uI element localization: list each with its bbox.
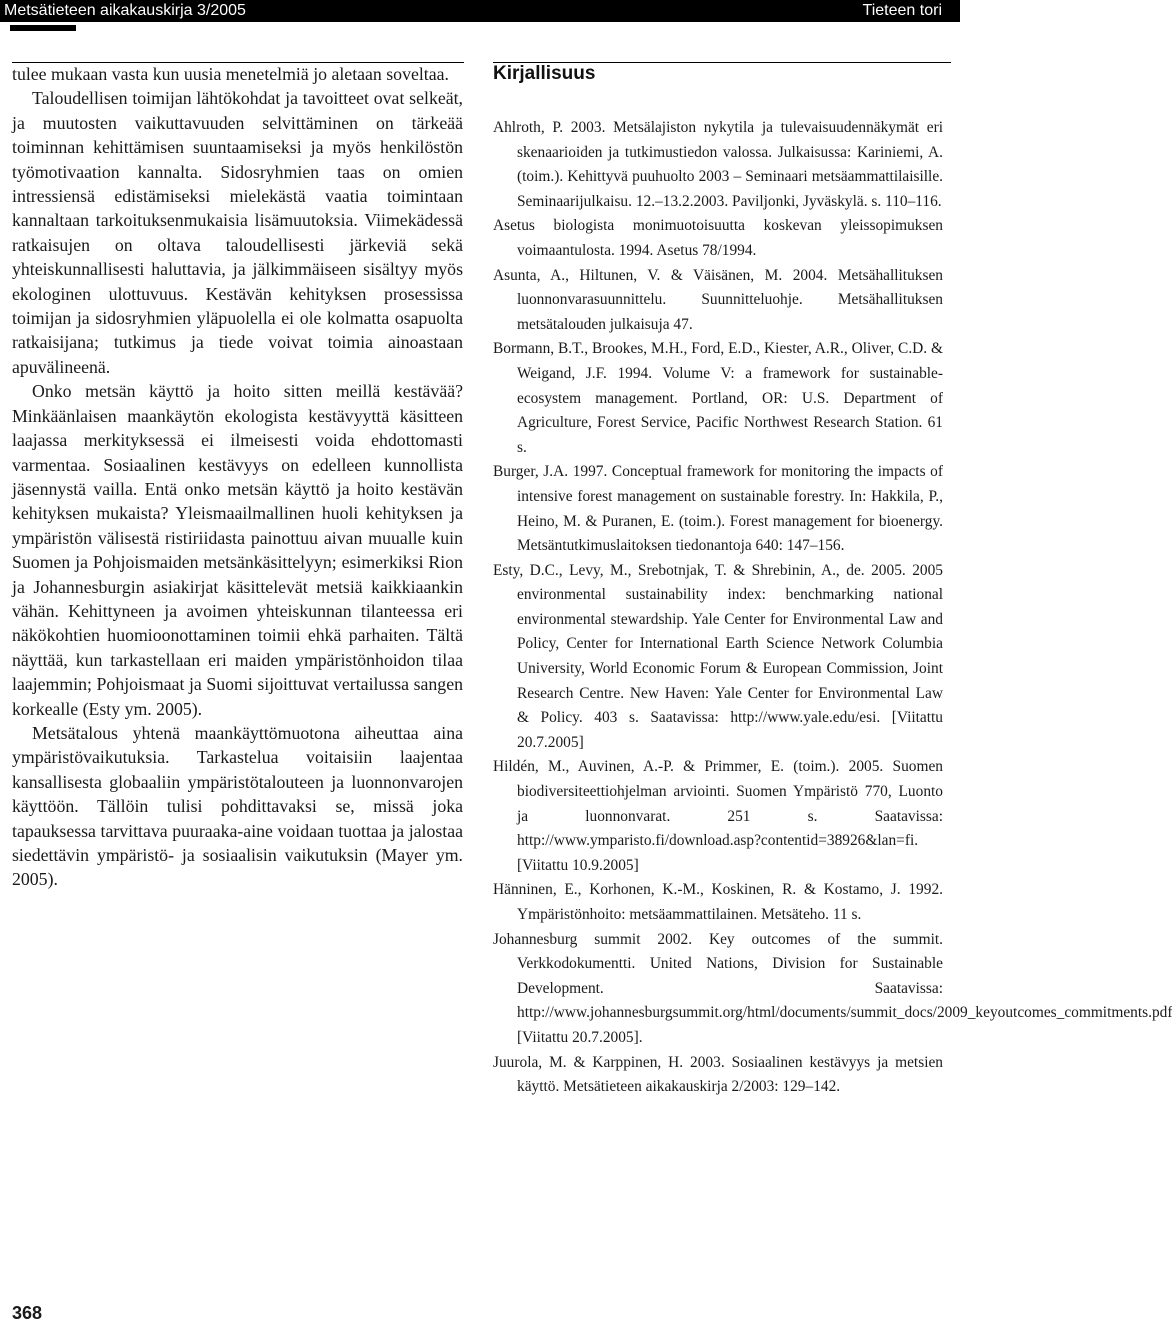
reference-item: Hänninen, E., Korhonen, K.-M., Koskinen, R. & Kostamo, J. 1992. Ympäristönhoito: metsäammattilainen. Metsäteho. 11 s. — [493, 881, 943, 923]
section-title: Tieteen tori — [862, 2, 942, 19]
reference-item: Burger, J.A. 1997. Conceptual framework for monitoring the impacts of intensive forest management on sustainable forestry. In: Hakkila, P., Heino, M. & Puranen, E. (toim.). Forest management for bioenergy. Metsäntutkimuslaitoksen tiedonantoja 640: 147–156. — [493, 463, 943, 555]
reference-list — [493, 116, 1172, 1100]
header-tab-mark — [10, 25, 76, 31]
body-paragraph: Metsätalous yhtenä maankäyttömuotona aiheuttaa aina ympäristövaikutuksia. Tarkastelua voitaisiin laajentaa kansallisesta globaaliin ympäristötalouteen ja luonnonvarojen käyttöön. Tällöin tulisi pohdittavaksi se, missä joka tapauksessa tarvittava puuraaka-aine voidaan tuottaa ja jalostaa siedettävin ympäristö- ja sosiaalisin vaikutuksin (Mayer ym. 2005). — [12, 722, 463, 890]
body-text-column — [12, 62, 463, 892]
reference-item: Hildén, M., Auvinen, A.-P. & Primmer, E. (toim.). 2005. Suomen biodiversiteettiohjelman arviointi. Suomen Ympäristö 770, Luonto ja luonnonvarat. 251 s. Saatavissa: http://www.ymparisto.fi/download.asp?contentid=38926&lan=fi. [Viitattu 10.9.2005] — [493, 758, 943, 874]
reference-item: Asunta, A., Hiltunen, V. & Väisänen, M. 2004. Metsähallituksen luonnonvarasuunnittelu. Suunnitteluohje. Metsähallituksen metsätalouden julkaisuja 47. — [493, 266, 943, 333]
reference-item: Esty, D.C., Levy, M., Srebotnjak, T. & Shrebinin, A., de. 2005. 2005 environmental sustainability index: benchmarking national environmental stewardship. Yale Center for Environmental Law and Policy, Center for International Earth Science Network Columbia University, World Economic Forum & European Commission, Joint Research Centre. New Haven: Yale Center for Environmental Law & Policy. 403 s. Saatavissa: http://www.yale.edu/esi. [Viitattu 20.7.2005] — [493, 561, 943, 751]
reference-item: Juurola, M. & Karppinen, H. 2003. Sosiaalinen kestävyys ja metsien käyttö. Metsätieteen aikakauskirja 2/2003: 129–142. — [493, 1053, 943, 1096]
reference-item: Johannesburg summit 2002. Key outcomes of the summit. Verkkodokumentti. United Nations, Division for Sustainable Development. Saatavissa: http://www.johannesburgsummit.org/html/documents/summit_docs/2009_keyoutcomes_commitments.pdf [Viitattu 20.7.2005]. — [493, 930, 1172, 1046]
reference-item: Bormann, B.T., Brookes, M.H., Ford, E.D., Kiester, A.R., Oliver, C.D. & Weigand, J.F. 1994. Volume V: a framework for sustainable-ecosystem management. Portland, OR: U.S. Department of Agriculture, Forest Service, Pacific Northwest Research Station. 61 s. — [493, 340, 943, 456]
reference-item: Asetus biologista monimuotoisuutta koskevan yleissopimuksen voimaantulosta. 1994. Asetus 78/1994. — [493, 217, 943, 259]
body-paragraph: tulee mukaan vasta kun uusia menetelmiä jo aletaan soveltaa. — [12, 64, 449, 84]
journal-title: Metsätieteen aikakauskirja 3/2005 — [4, 2, 246, 19]
body-paragraph: Onko metsän käyttö ja hoito sitten meillä kestävää? Minkäänlaisen maankäytön ekologista kestävyyttä käsitteen laajassa merkityksessä ei ilmeisesti voida ehdottomasti varmentaa. Sosiaalinen kestävyys on edelleen kunnollista jäsennystä vailla. Entä onko metsän käyttö ja hoito kestävän kehityksen mukaista? Yleismaailmallinen huoli kehityksen ja ympäristön välisestä ristiriidasta painottuu aivan muualle kuin Suomen ja Pohjoismaiden metsänkäsittelyyn; esimerkiksi Rion ja Johannesburgin asiakirjat käsittelevät metsiä kaikkiaankin vähän. Kehittyneen ja avoimen yhteiskunnan tilanteessa eri näkökohtien huomioonottaminen toimii ehkä parhaiten. Tältä näyttää, kun tarkastellaan eri maiden ympäristönhoidon tilaa laajemmin; Pohjoismaat ja Suomi sijoittuvat vertailussa sangen korkealle (Esty ym. 2005). — [12, 381, 463, 719]
references-column — [493, 62, 1172, 1100]
page-number: 368 — [12, 1303, 43, 1323]
body-paragraph: Taloudellisen toimijan lähtökohdat ja tavoitteet ovat selkeät, ja muutosten vaikuttavuuden selvittäminen on tärkeää toiminnan kehittämisen suuntaamiseksi ja myös henkilöstön työmotivaation kannalta. Sidosryhmien taas on omien intressiensä edistämiseksi mielekästä vaatia toimintaan kannaltaan tarkoituksenmukaisia lisämuutoksia. Viimekädessä ratkaisujen on oltava taloudellisesti järkeviä sekä yhteiskunnallisesti haluttavia, ja jälkimmäiseen sisältyy myös ekologinen ulottuvuus. Kestävän kehityksen prosessissa toimijan ja sidosryhmien yläpuolella ei ole kolmatta osapuolta ratkaisijana; tutkimus ja tiede voivat toimia ainoastaan apuvälineenä. — [12, 88, 463, 377]
header-bar — [0, 0, 960, 22]
reference-item: Ahlroth, P. 2003. Metsälajiston nykytila ja tulevaisuudennäkymät eri skenaarioiden ja tutkimustiedon valossa. Julkaisussa: Kariniemi, A. (toim.). Kehittyvä puuhuolto 2003 – Seminaari metsäammattilaisille. Seminaarijulkaisu. 12.–13.2.2003. Paviljonki, Jyväskylä. s. 110–116. — [493, 119, 943, 210]
references-heading: Kirjallisuus — [493, 63, 596, 84]
